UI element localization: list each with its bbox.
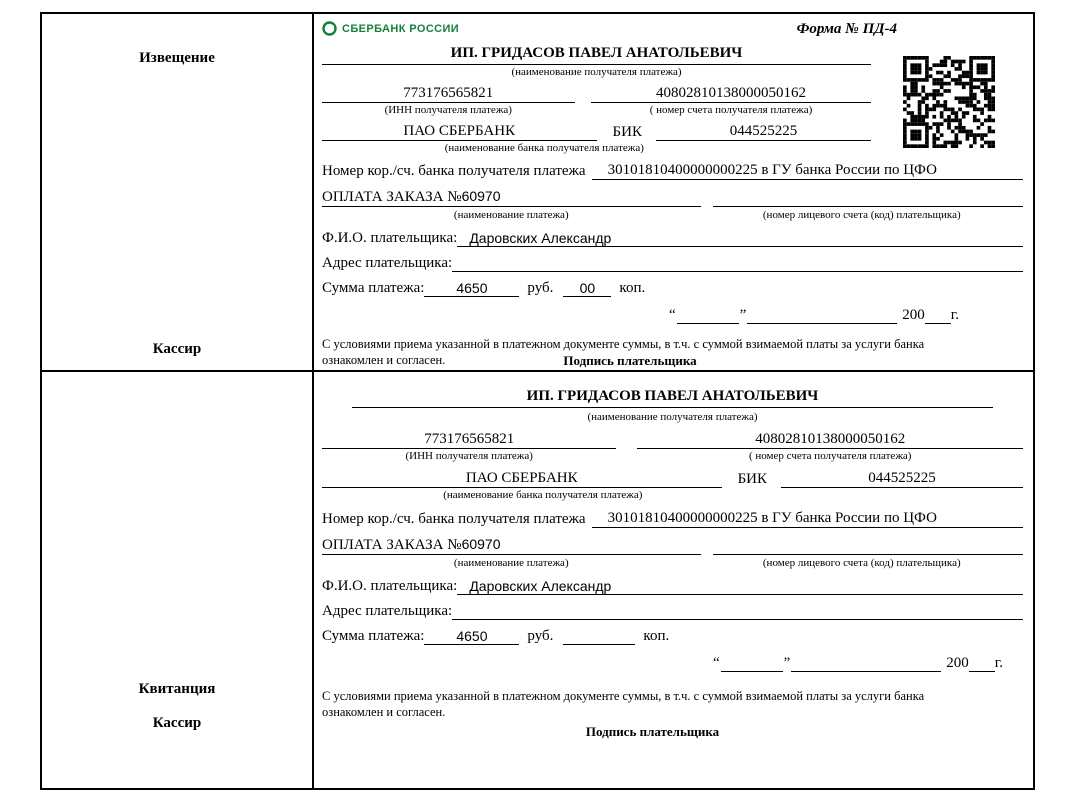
corr-value: 30101810400000000225 в ГУ банка России по ЦФО [592, 162, 1023, 180]
bank-row [322, 123, 871, 141]
recipient-name: ИП. ГРИДАСОВ ПАВЕЛ АНАТОЛЬЕВИЧ [322, 45, 871, 65]
payer-address-label: Адрес плательщика: [322, 603, 453, 619]
sberbank-logo-icon [322, 21, 337, 36]
kop-label: коп. [643, 628, 670, 644]
bank-name: ПАО СБЕРБАНК [322, 123, 597, 141]
sum-kop-value [563, 644, 635, 645]
payer-address-value [452, 271, 1023, 272]
corr-label: Номер кор./сч. банка получателя платежа [322, 511, 586, 527]
bank-name: ПАО СБЕРБАНК [322, 470, 722, 488]
receipt-label: Квитанция [138, 681, 216, 697]
rub-label: руб. [527, 628, 554, 644]
cashier-label: Кассир [152, 341, 202, 357]
receipt-form [314, 372, 1033, 788]
personal-account-caption: (номер лицевого счета (код) плательщика) [762, 209, 961, 221]
quote-open: “ [668, 307, 676, 323]
inn-value: 773176565821 [322, 85, 575, 103]
receipt-stub [42, 372, 314, 788]
signature-label: Подпись плательщика [563, 352, 697, 368]
date-day-line [677, 323, 739, 324]
corr-value: 30101810400000000225 в ГУ банка России по ЦФО [592, 510, 1023, 528]
payment-order-number: 60970 [461, 536, 501, 552]
payment-name-label: ОПЛАТА ЗАКАЗА № [322, 189, 462, 205]
payment-order-number: 60970 [461, 188, 501, 204]
qr-code [903, 56, 995, 148]
payer-name-label: Ф.И.О. плательщика: [322, 578, 458, 594]
sberbank-logo [322, 21, 459, 36]
notice-label: Извещение [139, 50, 215, 66]
bank-row [322, 470, 1023, 488]
payment-name-row [322, 536, 1023, 555]
bik-label: БИК [612, 124, 642, 140]
account-caption: ( номер счета получателя платежа) [649, 104, 813, 116]
date-row [322, 655, 1023, 672]
sum-rub-value: 4650 [424, 628, 519, 645]
sum-row [322, 628, 1023, 645]
quote-open: “ [712, 655, 720, 671]
inn-account-captions [322, 103, 871, 117]
notice-upper-block [322, 45, 871, 155]
quote-close: ” [783, 655, 791, 671]
agreement-text: С условиями приема указанной в платежном документе суммы, в т.ч. с суммой взимаемой платы за услуги банка ознакомлен и согласен. [322, 337, 925, 368]
inn-caption: (ИНН получателя платежа) [405, 450, 533, 462]
payer-address-label: Адрес плательщика: [322, 255, 453, 271]
recipient-caption: (наименование получателя платежа) [587, 411, 758, 423]
bik-value: 044525225 [781, 470, 1023, 488]
sum-label: Сумма платежа: [322, 280, 425, 296]
corr-row [322, 510, 1023, 528]
date-year-line [925, 323, 951, 324]
payer-address-row [322, 603, 1023, 620]
receipt-section [42, 372, 1033, 788]
personal-account-line [713, 206, 1023, 207]
sum-kop-value: 00 [563, 280, 611, 297]
form-number: Форма № ПД-4 [796, 21, 897, 37]
bik-label: БИК [737, 471, 768, 487]
kop-label: коп. [619, 280, 646, 296]
date-day-line [721, 671, 783, 672]
date-month-line [791, 671, 941, 672]
payer-name-row [322, 230, 1023, 247]
corr-row [322, 162, 1023, 180]
signature-label: Подпись плательщика [585, 723, 720, 739]
notice-header-row [322, 21, 1023, 41]
payment-name-line [322, 536, 701, 555]
sum-row [322, 280, 1023, 297]
notice-stub [42, 14, 314, 370]
agreement-text: С условиями приема указанной в платежном документе суммы, в т.ч. с суммой взимаемой платы за услуги банка ознакомлен и согласен. [322, 689, 925, 720]
quote-close: ” [739, 307, 747, 323]
inn-account-row [322, 431, 1023, 449]
payer-name-row [322, 578, 1023, 595]
date-month-line [747, 323, 897, 324]
personal-account-line [713, 554, 1023, 555]
rub-label: руб. [527, 280, 554, 296]
notice-section [42, 14, 1033, 372]
payer-address-row [322, 255, 1023, 272]
account-caption: ( номер счета получателя платежа) [748, 450, 912, 462]
date-century: 200 [946, 655, 969, 671]
payer-name-value: Даровских Александр [457, 578, 1023, 595]
sum-rub-value: 4650 [424, 280, 519, 297]
sberbank-logo-text: СБЕРБАНК РОССИИ [342, 22, 460, 35]
account-value: 40802810138000050162 [591, 85, 871, 103]
personal-account-caption: (номер лицевого счета (код) плательщика) [762, 557, 961, 569]
sum-label: Сумма платежа: [322, 628, 425, 644]
recipient-name: ИП. ГРИДАСОВ ПАВЕЛ АНАТОЛЬЕВИЧ [352, 388, 993, 408]
payer-name-label: Ф.И.О. плательщика: [322, 230, 458, 246]
account-value: 40802810138000050162 [637, 431, 1023, 449]
bank-caption: (наименование банка получателя платежа) [443, 489, 643, 501]
date-year-suffix: г. [950, 307, 959, 323]
payment-name-caption: (наименование платежа) [453, 557, 569, 569]
inn-account-captions [322, 449, 1023, 463]
inn-account-row [322, 85, 871, 103]
inn-caption: (ИНН получателя платежа) [384, 104, 512, 116]
cashier-label: Кассир [152, 715, 202, 731]
payer-address-value [452, 619, 1023, 620]
notice-form [314, 14, 1033, 370]
payment-name-row [322, 188, 1023, 207]
form-frame [40, 12, 1035, 790]
date-century: 200 [902, 307, 925, 323]
date-year-line [969, 671, 995, 672]
payment-name-line [322, 188, 701, 207]
recipient-caption: (наименование получателя платежа) [511, 66, 682, 78]
date-row [322, 307, 1023, 324]
bik-value: 044525225 [656, 123, 871, 141]
date-year-suffix: г. [994, 655, 1003, 671]
payer-name-value: Даровских Александр [457, 230, 1023, 247]
payment-name-label: ОПЛАТА ЗАКАЗА № [322, 537, 462, 553]
signature-row [322, 724, 1023, 741]
payment-name-caption: (наименование платежа) [453, 209, 569, 221]
payment-captions [322, 208, 1023, 222]
bank-caption: (наименование банка получателя платежа) [444, 142, 644, 154]
payment-captions [322, 556, 1023, 570]
corr-label: Номер кор./сч. банка получателя платежа [322, 163, 586, 179]
inn-value: 773176565821 [322, 431, 616, 449]
